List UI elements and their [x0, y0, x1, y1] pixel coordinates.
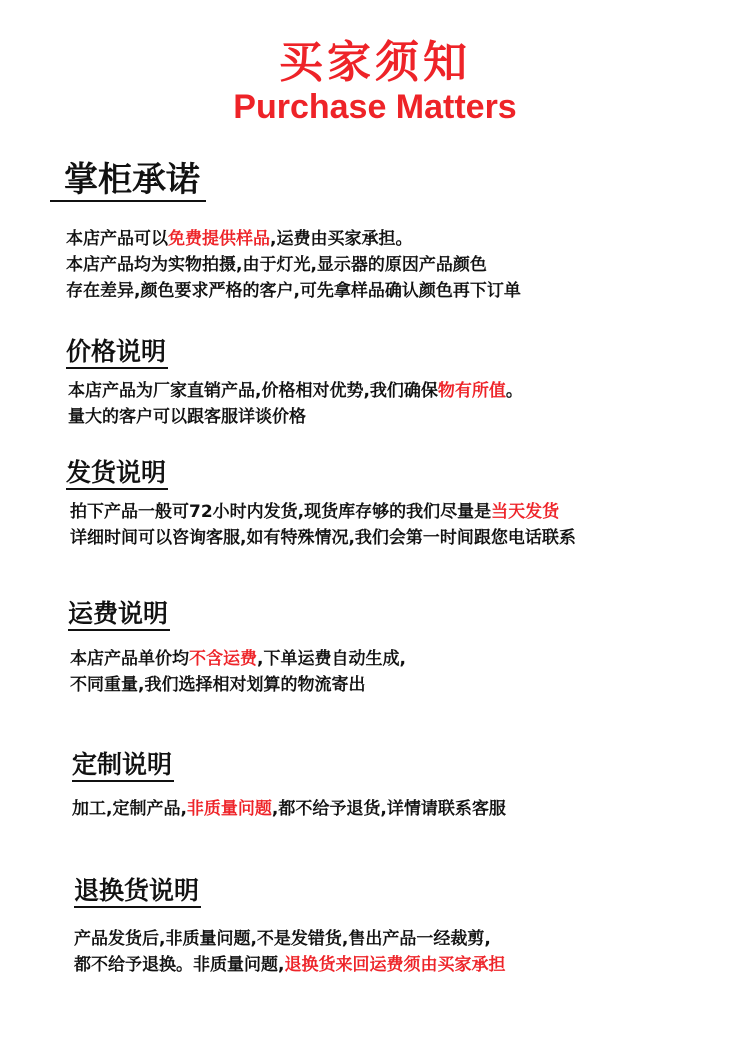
section-heading-freight: 运费说明	[68, 600, 170, 631]
section-heading-returns: 退换货说明	[74, 877, 201, 908]
highlight-text: 当天发货	[491, 502, 560, 522]
body-line: 本店产品均为实物拍摄,由于灯光,显示器的原因产品颜色	[66, 255, 487, 275]
body-line: 本店产品为厂家直销产品,价格相对优势,我们确保物有所值。	[68, 381, 523, 401]
section-body-freight	[70, 646, 406, 698]
section-heading-promise: 掌柜承诺	[50, 162, 206, 202]
section-heading-price: 价格说明	[66, 338, 168, 369]
highlight-text: 非质量问题	[186, 799, 272, 819]
body-line: 量大的客户可以跟客服详谈价格	[68, 407, 306, 427]
body-line: 拍下产品一般可72小时内发货,现货库存够的我们尽量是当天发货	[70, 502, 560, 522]
body-line: 加工,定制产品,非质量问题,都不给予退货,详情请联系客服	[72, 799, 506, 819]
page-subtitle: Purchase Matters	[233, 88, 517, 126]
body-line: 本店产品可以免费提供样品,运费由买家承担。	[66, 229, 413, 249]
body-line: 本店产品单价均不含运费,下单运费自动生成,	[70, 649, 406, 669]
body-line: 都不给予退换。非质量问题,退换货来回运费须由买家承担	[74, 955, 506, 975]
body-line: 存在差异,颜色要求严格的客户,可先拿样品确认颜色再下订单	[66, 281, 521, 301]
highlight-text: 免费提供样品	[168, 229, 270, 249]
section-body-returns	[74, 926, 505, 978]
body-line: 详细时间可以咨询客服,如有特殊情况,我们会第一时间跟您电话联系	[70, 528, 576, 548]
highlight-text: 退换货来回运费须由买家承担	[284, 955, 506, 975]
highlight-text: 不含运费	[189, 649, 257, 669]
section-body-price	[68, 378, 523, 430]
highlight-text: 物有所值	[437, 381, 506, 401]
body-line: 产品发货后,非质量问题,不是发错货,售出产品一经裁剪,	[74, 929, 491, 949]
page-title: 买家须知	[279, 37, 471, 88]
section-body-promise	[66, 226, 521, 304]
section-body-custom	[72, 796, 506, 822]
section-heading-custom: 定制说明	[72, 751, 174, 782]
section-body-shipping	[70, 499, 576, 551]
section-heading-shipping: 发货说明	[66, 459, 168, 490]
body-line: 不同重量,我们选择相对划算的物流寄出	[70, 675, 366, 695]
